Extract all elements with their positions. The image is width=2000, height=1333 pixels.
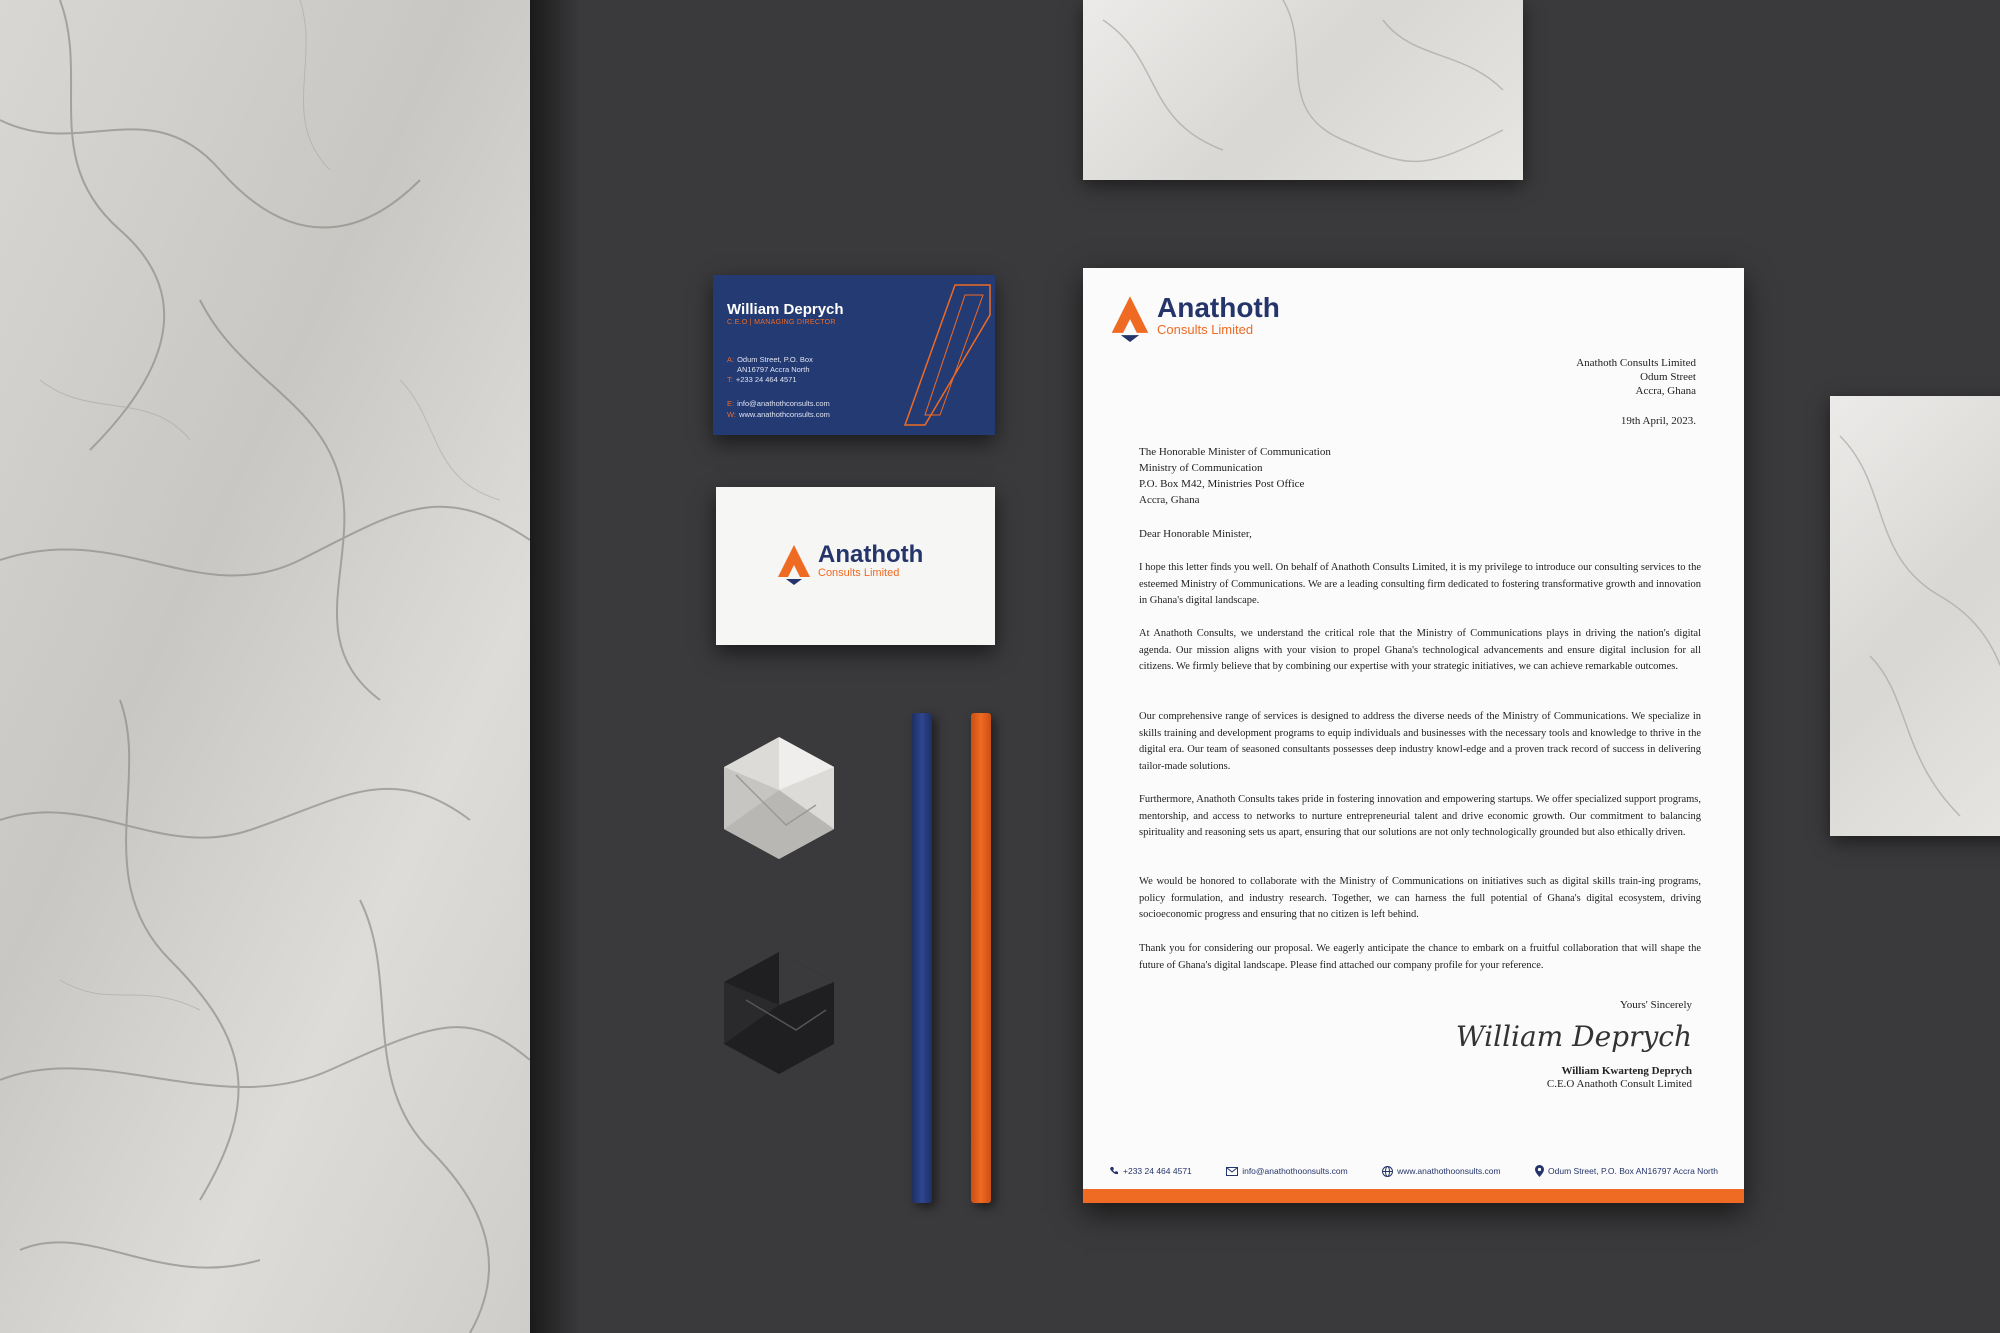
sender-line: Accra, Ghana [1635,385,1696,397]
globe-icon [1382,1166,1393,1177]
anathoth-logo-icon [1109,294,1151,342]
footer-phone [1109,1165,1192,1177]
letter-footer [1109,1165,1718,1177]
marble-tile-top [1083,0,1523,180]
recipient-line: P.O. Box M42, Ministries Post Office [1139,478,1305,490]
email-text: info@anathothconsults.com [737,399,830,408]
phone-icon [1109,1166,1119,1176]
recipient-line: Accra, Ghana [1139,494,1200,506]
sender-address [1576,356,1696,398]
footer-address-text: Odum Street, P.O. Box AN16797 Accra North [1548,1166,1718,1176]
web-label: W: [727,410,737,419]
email-label: E: [727,399,735,408]
card-holder-role: C.E.O | MANAGING DIRECTOR [727,319,836,326]
letter-paragraph: Furthermore, Anathoth Consults takes pride in fostering innovation and empowering startups. We offer specialized support programs, mentorship, and access to networks to nurture entrepreneurial talent and drive economic growth. Our commitment to balancing spirituality and reasoning sets us apart, ensuring that our solutions are not only technologically grounded but also ethically driven. [1139,794,1701,838]
card-email-line [727,399,830,408]
blue-pencil [912,713,932,1203]
black-marble-gem [716,950,842,1076]
footer-address [1535,1165,1718,1177]
signer-title: C.E.O Anathoth Consult Limited [1546,1078,1692,1090]
anathoth-logo-icon [776,543,812,585]
brand-name: Anathoth [1157,292,1280,323]
letter-paragraph: At Anathoth Consults, we understand the critical role that the Ministry of Communications plays in driving the nation's digital agenda. Our mission aligns with your vision to propel Ghana's technological advancements and ensure digital inclusion for all citizens. We firmly believe that by combining our expertise with your strategic initiatives, we can achieve remarkable outcomes. [1139,628,1701,672]
business-card-front [713,275,995,435]
sender-line: Odum Street [1640,371,1696,383]
address-text: Odum Street, P.O. Box [737,355,813,364]
card-address-line-2: AN16797 Accra North [737,365,810,374]
brand-tagline: Consults Limited [818,567,900,579]
card-web-line [727,410,830,419]
recipient-address [1139,444,1331,508]
card-address-line-1 [727,355,813,364]
business-card-back [716,487,995,645]
salutation: Dear Honorable Minister, [1139,528,1252,540]
recipient-line: The Honorable Minister of Communication [1139,446,1331,458]
address-label: A: [727,355,735,364]
letter-date: 19th April, 2023. [1620,415,1696,427]
card-logo-outline-graphic [885,275,995,435]
phone-text: +233 24 464 4571 [735,375,797,384]
phone-label: T: [727,375,733,384]
orange-pencil [971,713,991,1203]
letter-paragraph: Our comprehensive range of services is designed to address the diverse needs of the Ministry of Communications. We specialize in skills training and development programs to equip individuals and businesses with the necessary tools and knowledge to thrive in the digital era. Our team of seasoned consultants possesses deep industry knowl-edge and a proven track record of success in delivering tailor-made solutions. [1139,711,1701,772]
letter-paragraph: Thank you for considering our proposal. We eagerly anticipate the chance to embark on a fruitful collaboration that will shape the future of Ghana's digital landscape. Please find attached our company profile for your reference. [1139,943,1701,971]
marble-tile-right [1830,396,2000,836]
brand-tagline: Consults Limited [1157,322,1254,337]
card-holder-name: William Deprych [727,301,844,318]
letter-paragraph: We would be honored to collaborate with the Ministry of Communications on initiatives such as digital skills train-ing programs, policy formulation, and industry research. Together, we can harness the full potential of Ghana's digital ecosystem, driving socioeconomic progress and ensuring that no citizen is left behind. [1139,876,1701,920]
sender-line: Anathoth Consults Limited [1576,357,1696,369]
location-pin-icon [1535,1165,1544,1177]
footer-email-text: info@anathothoonsults.com [1242,1166,1348,1176]
letter-closing: Yours' Sincerely [1619,999,1692,1011]
footer-phone-text: +233 24 464 4571 [1123,1166,1192,1176]
signer-name: William Kwarteng Deprych [1561,1065,1692,1077]
letterhead-document [1083,268,1744,1203]
footer-orange-bar [1083,1189,1744,1203]
letter-paragraph: I hope this letter finds you well. On behalf of Anathoth Consults Limited, it is my privilege to introduce our consulting services to the esteemed Ministry of Communications. We are a leading consulting firm dedicated to fostering transformative growth and innovation in Ghana's digital landscape. [1139,562,1701,606]
card-brand-logo [776,543,923,585]
brand-name: Anathoth [818,541,924,568]
white-marble-gem [716,735,842,861]
marble-slab-left [0,0,530,1333]
mail-icon [1226,1167,1238,1176]
slab-shadow [530,0,580,1333]
footer-web-text: www.anathothoonsults.com [1397,1166,1501,1176]
card-phone-line [727,375,797,384]
recipient-line: Ministry of Communication [1139,462,1263,474]
web-text: www.anathothconsults.com [739,410,830,419]
handwritten-signature: William Deprych [1455,1020,1692,1053]
footer-email [1226,1165,1348,1177]
letterhead-brand-logo [1109,294,1280,342]
footer-web [1382,1165,1500,1177]
